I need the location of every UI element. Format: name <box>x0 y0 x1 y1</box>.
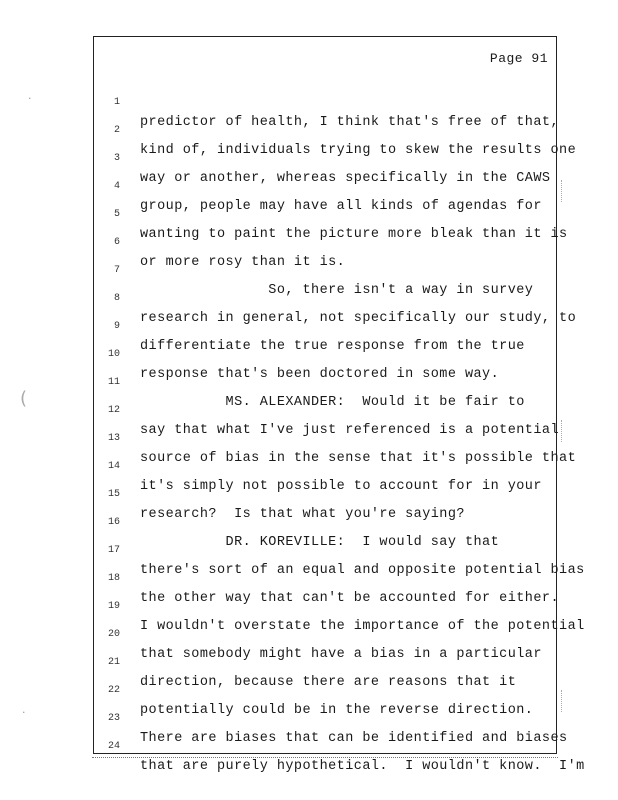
transcript-line <box>94 73 560 130</box>
line-text: So, there isn't a way in survey <box>140 283 534 298</box>
line-text: There are biases that can be identified and biases <box>140 731 568 746</box>
margin-speck: · <box>22 706 26 719</box>
line-text: there's sort of an equal and opposite potential bias <box>140 563 585 578</box>
line-text: research? Is that what you're saying? <box>140 507 465 522</box>
line-number: 23 <box>107 713 120 724</box>
line-text: predictor of health, I think that's free of that, <box>140 115 560 130</box>
line-number: 16 <box>107 517 120 528</box>
margin-speck: · <box>28 92 32 105</box>
line-number: 19 <box>107 601 120 612</box>
line-text: differentiate the true response from the true <box>140 339 525 354</box>
line-number: 13 <box>107 433 120 444</box>
line-number: 24 <box>107 741 120 752</box>
line-text: direction, because there are reasons that it <box>140 675 517 690</box>
line-number: 18 <box>107 573 120 584</box>
line-text: response that's been doctored in some way. <box>140 367 500 382</box>
line-number: 17 <box>107 545 120 556</box>
line-number: 22 <box>107 685 120 696</box>
line-text: or more rosy than it is. <box>140 255 346 270</box>
scan-artifact-right <box>561 180 563 202</box>
line-text: MS. ALEXANDER: Would it be fair to <box>140 395 525 410</box>
scan-artifact-bottom <box>92 757 558 759</box>
line-number: 10 <box>107 349 120 360</box>
page-number: Page 91 <box>489 51 548 66</box>
line-number: 5 <box>113 209 120 220</box>
line-text: group, people may have all kinds of agendas for <box>140 199 542 214</box>
line-text: it's simply not possible to account for in your <box>140 479 542 494</box>
line-number: 6 <box>113 237 120 248</box>
line-text: I wouldn't overstate the importance of the potential <box>140 619 585 634</box>
line-number: 14 <box>107 461 120 472</box>
line-number: 20 <box>107 629 120 640</box>
line-number: 2 <box>113 125 120 136</box>
line-number: 12 <box>107 405 120 416</box>
line-number: 9 <box>113 321 120 332</box>
line-text: wanting to paint the picture more bleak than it is <box>140 227 568 242</box>
line-number: 11 <box>107 377 120 388</box>
transcript-page <box>93 36 585 774</box>
scan-artifact-right <box>561 690 563 712</box>
line-text: way or another, whereas specifically in the CAWS <box>140 171 551 186</box>
scan-artifact-right <box>561 420 563 442</box>
line-text: potentially could be in the reverse direction. <box>140 703 534 718</box>
line-text: that are purely hypothetical. I wouldn't know. I'm <box>140 759 585 774</box>
line-number: 3 <box>113 153 120 164</box>
line-text: the other way that can't be accounted for either. <box>140 591 560 606</box>
line-text: source of bias in the sense that it's possible that <box>140 451 577 466</box>
line-number: 7 <box>113 265 120 276</box>
line-number: 21 <box>107 657 120 668</box>
punch-hole-mark: ( <box>20 388 28 409</box>
line-number: 8 <box>113 293 120 304</box>
line-number: 4 <box>113 181 120 192</box>
line-text: kind of, individuals trying to skew the results one <box>140 143 577 158</box>
line-text: DR. KOREVILLE: I would say that <box>140 535 500 550</box>
line-number: 15 <box>107 489 120 500</box>
line-number: 1 <box>113 97 120 108</box>
line-text: that somebody might have a bias in a particular <box>140 647 542 662</box>
line-text: research in general, not specifically our study, to <box>140 311 577 326</box>
line-text: say that what I've just referenced is a potential <box>140 423 560 438</box>
